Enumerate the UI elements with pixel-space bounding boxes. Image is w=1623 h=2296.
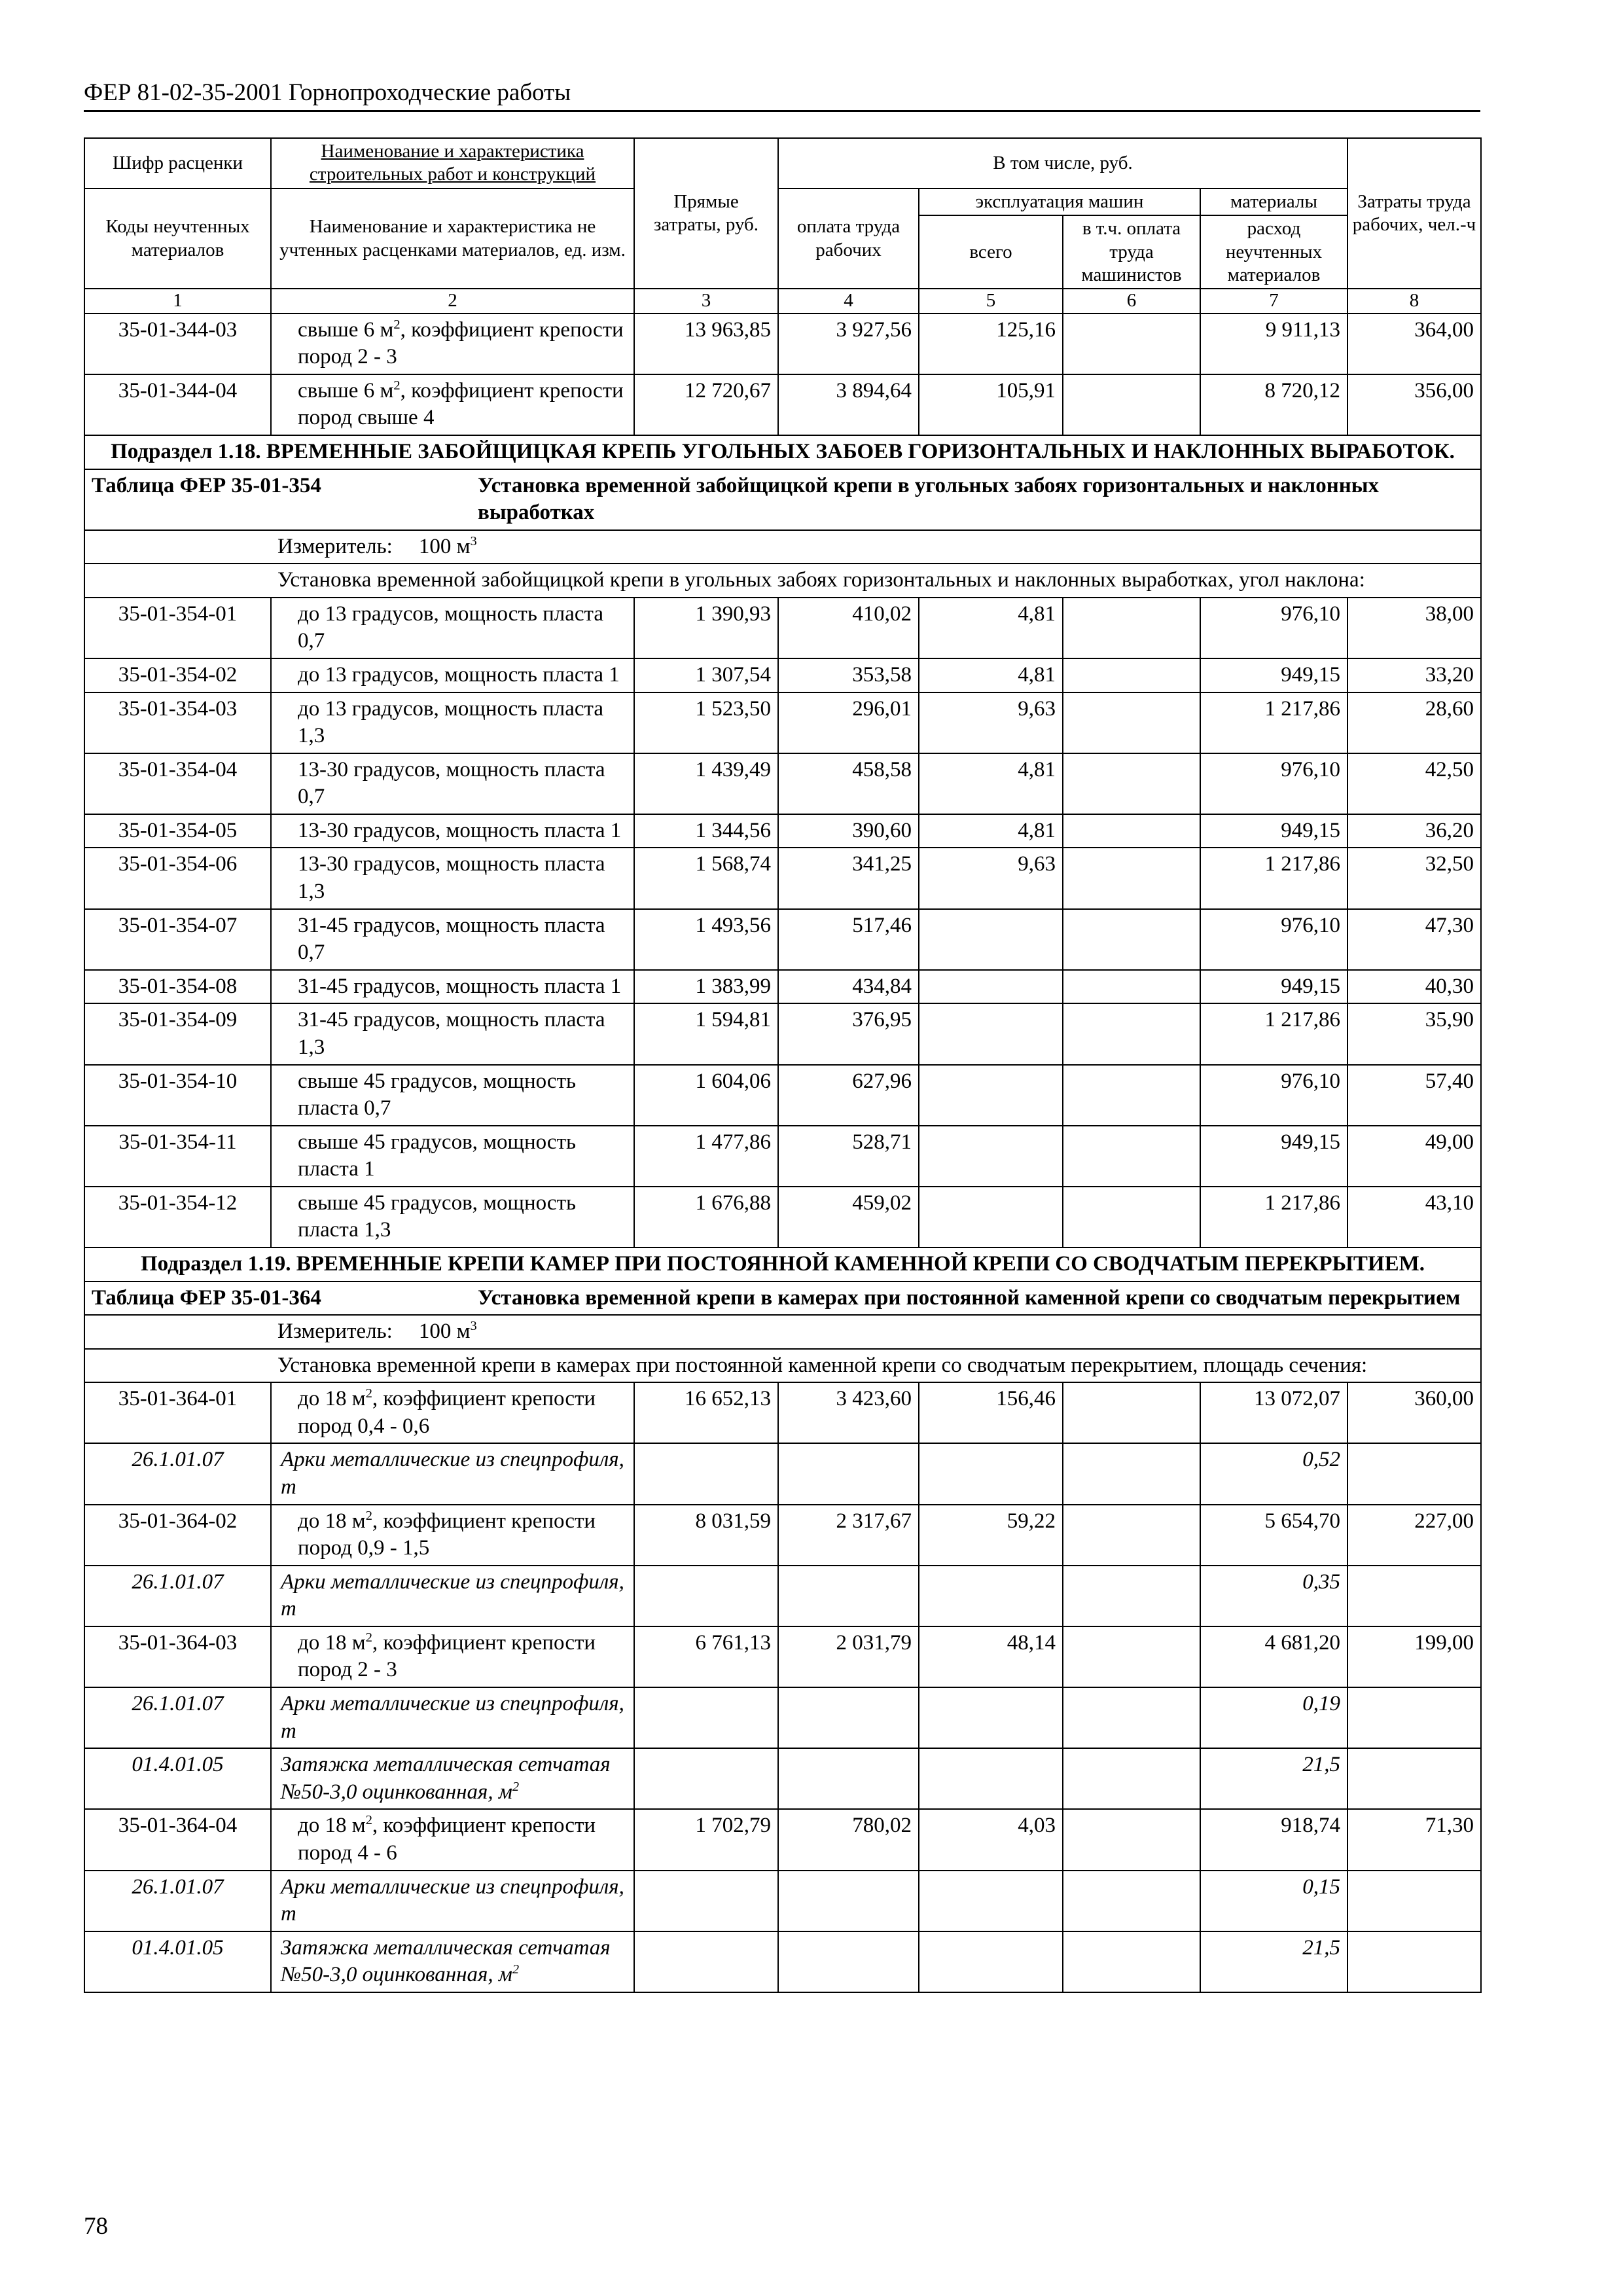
empty-cell [778, 1931, 919, 1992]
rate-labor: 47,30 [1347, 909, 1481, 970]
rate-wage: 341,25 [778, 848, 919, 908]
rate-code: 35-01-354-09 [84, 1003, 271, 1064]
material-code: 26.1.01.07 [84, 1566, 271, 1626]
rate-machines: 9,63 [919, 692, 1063, 753]
rate-code: 35-01-364-03 [84, 1626, 271, 1687]
material-code: 26.1.01.07 [84, 1443, 271, 1504]
rate-machines-wage [1063, 1065, 1200, 1126]
rate-row [84, 909, 1481, 970]
rate-wage: 3 927,56 [778, 314, 919, 374]
rate-materials: 949,15 [1200, 970, 1347, 1004]
rate-direct-cost: 16 652,13 [634, 1382, 778, 1443]
rate-machines-wage [1063, 374, 1200, 435]
rate-name: свыше 45 градусов, мощность пласта 0,7 [271, 1065, 634, 1126]
rate-labor: 364,00 [1347, 314, 1481, 374]
rate-machines-wage [1063, 814, 1200, 848]
table-title-row [84, 1282, 1481, 1316]
rate-name: до 13 градусов, мощность пласта 0,7 [271, 598, 634, 658]
rate-machines: 48,14 [919, 1626, 1063, 1687]
rate-wage: 353,58 [778, 658, 919, 692]
rate-machines [919, 909, 1063, 970]
col-number: 6 [1063, 289, 1200, 313]
rate-name: 31-45 градусов, мощность пласта 0,7 [271, 909, 634, 970]
col-number: 1 [84, 289, 271, 313]
measure-label: Измеритель: [277, 1319, 393, 1344]
rate-machines-wage [1063, 1187, 1200, 1247]
material-code: 01.4.01.05 [84, 1931, 271, 1992]
rate-name: 13-30 градусов, мощность пласта 1 [271, 814, 634, 848]
rate-materials: 1 217,86 [1200, 692, 1347, 753]
rate-name: 13-30 градусов, мощность пласта 0,7 [271, 753, 634, 814]
material-quantity: 21,5 [1200, 1931, 1347, 1992]
rate-labor: 57,40 [1347, 1065, 1481, 1126]
rate-labor: 360,00 [1347, 1382, 1481, 1443]
rate-machines: 4,81 [919, 658, 1063, 692]
rate-machines-wage [1063, 1809, 1200, 1870]
col-machines-wage-header: в т.ч. оплата труда машинистов [1063, 215, 1200, 289]
empty-cell [778, 1871, 919, 1931]
material-row [84, 1566, 1481, 1626]
rate-wage: 390,60 [778, 814, 919, 848]
rate-wage: 410,02 [778, 598, 919, 658]
rate-row [84, 1065, 1481, 1126]
empty-cell [919, 1443, 1063, 1504]
rate-machines [919, 1126, 1063, 1187]
empty-cell [634, 1748, 778, 1809]
rate-materials: 1 217,86 [1200, 1003, 1347, 1064]
subsection-heading: Подраздел 1.19. ВРЕМЕННЫЕ КРЕПИ КАМЕР ПРИ ПОСТОЯННОЙ КАМЕННОЙ КРЕПИ СО СВОДЧАТЫМ ПЕРЕКРЫТИЕМ. [84, 1247, 1481, 1282]
rate-direct-cost: 1 702,79 [634, 1809, 778, 1870]
col-name-header: Наименование и характеристика строительных работ и конструкций [271, 138, 634, 188]
measure-row [84, 1315, 1481, 1349]
rate-materials: 1 217,86 [1200, 1187, 1347, 1247]
rate-direct-cost: 1 676,88 [634, 1187, 778, 1247]
rate-machines-wage [1063, 598, 1200, 658]
rate-machines: 4,81 [919, 598, 1063, 658]
rate-row [84, 1626, 1481, 1687]
running-header: ФЕР 81-02-35-2001 Горнопроходческие работы [84, 79, 571, 106]
empty-cell [1347, 1566, 1481, 1626]
measure-unit [84, 530, 1481, 564]
rate-row [84, 1505, 1481, 1566]
rate-row [84, 814, 1481, 848]
rate-wage: 3 423,60 [778, 1382, 919, 1443]
rate-row [84, 970, 1481, 1004]
rate-labor: 38,00 [1347, 598, 1481, 658]
rate-code: 35-01-354-06 [84, 848, 271, 908]
rate-machines: 59,22 [919, 1505, 1063, 1566]
rate-code: 35-01-354-12 [84, 1187, 271, 1247]
rate-name: 31-45 градусов, мощность пласта 1 [271, 970, 634, 1004]
rate-code: 35-01-354-04 [84, 753, 271, 814]
rate-machines: 105,91 [919, 374, 1063, 435]
rate-materials: 9 911,13 [1200, 314, 1347, 374]
col-including-header: В том числе, руб. [778, 138, 1347, 188]
rate-code: 35-01-354-11 [84, 1126, 271, 1187]
subsection-heading-row [84, 1247, 1481, 1282]
table-header [84, 138, 1481, 314]
rate-machines: 4,81 [919, 814, 1063, 848]
col-code-header: Шифр расценки [84, 138, 271, 188]
table-title [84, 469, 1481, 530]
col-wage-header: оплата труда рабочих [778, 188, 919, 289]
rate-row [84, 658, 1481, 692]
rate-name: до 18 $м^2$, коэффициент крепости пород 0,4 - 0,6 [271, 1382, 634, 1443]
subsection-heading: Подраздел 1.18. ВРЕМЕННЫЕ ЗАБОЙЩИЦКАЯ КРЕПЬ УГОЛЬНЫХ ЗАБОЕВ ГОРИЗОНТАЛЬНЫХ И НАКЛОННЫХ ВЫРАБОТОК. [84, 435, 1481, 469]
empty-cell [778, 1566, 919, 1626]
material-row [84, 1687, 1481, 1748]
material-row [84, 1931, 1481, 1992]
rate-materials: 976,10 [1200, 753, 1347, 814]
rate-labor: 35,90 [1347, 1003, 1481, 1064]
table-subtitle: Установка временной забойщицкой крепи в угольных забоях горизонтальных и наклонных выработках, угол наклона: [84, 564, 1481, 598]
rate-wage: 528,71 [778, 1126, 919, 1187]
rate-direct-cost: 1 594,81 [634, 1003, 778, 1064]
rate-materials: 976,10 [1200, 909, 1347, 970]
material-row [84, 1443, 1481, 1504]
empty-cell [1347, 1871, 1481, 1931]
rate-machines-wage [1063, 848, 1200, 908]
col-number: 8 [1347, 289, 1481, 313]
rate-machines [919, 1003, 1063, 1064]
rate-row [84, 753, 1481, 814]
empty-cell [634, 1931, 778, 1992]
rate-materials: 8 720,12 [1200, 374, 1347, 435]
rate-machines-wage [1063, 909, 1200, 970]
rate-name: свыше 6 $м^2$, коэффициент крепости пород свыше 4 [271, 374, 634, 435]
material-quantity: 0,19 [1200, 1687, 1347, 1748]
col-machines-total-header: всего [919, 215, 1063, 289]
rate-materials: 13 072,07 [1200, 1382, 1347, 1443]
rate-labor: 28,60 [1347, 692, 1481, 753]
rate-machines-wage [1063, 753, 1200, 814]
rate-labor: 227,00 [1347, 1505, 1481, 1566]
rate-labor: 43,10 [1347, 1187, 1481, 1247]
rate-wage: 2 031,79 [778, 1626, 919, 1687]
rate-name: до 18 $м^2$, коэффициент крепости пород 0,9 - 1,5 [271, 1505, 634, 1566]
rate-direct-cost: 13 963,85 [634, 314, 778, 374]
empty-cell [1347, 1687, 1481, 1748]
rate-wage: 459,02 [778, 1187, 919, 1247]
rate-name: свыше 6 $м^2$, коэффициент крепости пород 2 - 3 [271, 314, 634, 374]
empty-cell [1063, 1687, 1200, 1748]
empty-cell [919, 1687, 1063, 1748]
col-number: 3 [634, 289, 778, 313]
rate-materials: 1 217,86 [1200, 848, 1347, 908]
rate-machines: 9,63 [919, 848, 1063, 908]
table-name: Установка временной крепи в камерах при постоянной каменной крепи со сводчатым перекрытием [478, 1285, 1461, 1310]
col-name-alt-header: Наименование и характеристика не учтенных расценками материалов, ед. изм. [271, 188, 634, 289]
rate-direct-cost: 1 307,54 [634, 658, 778, 692]
rate-row [84, 1809, 1481, 1870]
empty-cell [1063, 1871, 1200, 1931]
measure-value: 100 $м^3$ [418, 1319, 477, 1344]
rate-code: 35-01-344-03 [84, 314, 271, 374]
rate-machines-wage [1063, 314, 1200, 374]
table-subtitle-row [84, 564, 1481, 598]
rate-labor: 356,00 [1347, 374, 1481, 435]
rate-machines-wage [1063, 1505, 1200, 1566]
rate-materials: 5 654,70 [1200, 1505, 1347, 1566]
rate-row [84, 1187, 1481, 1247]
col-number: 4 [778, 289, 919, 313]
material-name: Арки металлические из спецпрофиля, т [271, 1687, 634, 1748]
col-number: 5 [919, 289, 1063, 313]
rate-code: 35-01-354-07 [84, 909, 271, 970]
rate-name: до 18 $м^2$, коэффициент крепости пород 2 - 3 [271, 1626, 634, 1687]
empty-cell [919, 1931, 1063, 1992]
rate-machines-wage [1063, 1126, 1200, 1187]
table-subtitle-row [84, 1349, 1481, 1383]
material-quantity: 21,5 [1200, 1748, 1347, 1809]
table-code: Таблица ФЕР 35-01-354 [92, 473, 321, 497]
empty-cell [1063, 1443, 1200, 1504]
rate-labor: 42,50 [1347, 753, 1481, 814]
measure-label: Измеритель: [277, 534, 393, 558]
rate-name: 31-45 градусов, мощность пласта 1,3 [271, 1003, 634, 1064]
rate-labor: 33,20 [1347, 658, 1481, 692]
rate-materials: 976,10 [1200, 1065, 1347, 1126]
rate-materials: 918,74 [1200, 1809, 1347, 1870]
empty-cell [1347, 1748, 1481, 1809]
empty-cell [634, 1871, 778, 1931]
rate-code: 35-01-344-04 [84, 374, 271, 435]
rate-code: 35-01-354-05 [84, 814, 271, 848]
rate-machines: 4,81 [919, 753, 1063, 814]
rate-code: 35-01-354-01 [84, 598, 271, 658]
rate-code: 35-01-354-03 [84, 692, 271, 753]
table-code: Таблица ФЕР 35-01-364 [92, 1285, 321, 1310]
rate-row [84, 1126, 1481, 1187]
rate-code: 35-01-354-02 [84, 658, 271, 692]
rate-code: 35-01-364-04 [84, 1809, 271, 1870]
rate-wage: 3 894,64 [778, 374, 919, 435]
empty-cell [1347, 1931, 1481, 1992]
rate-wage: 376,95 [778, 1003, 919, 1064]
rate-wage: 458,58 [778, 753, 919, 814]
rate-row [84, 1382, 1481, 1443]
rate-name: свыше 45 градусов, мощность пласта 1 [271, 1126, 634, 1187]
rate-wage: 517,46 [778, 909, 919, 970]
rate-direct-cost: 1 477,86 [634, 1126, 778, 1187]
rate-labor: 32,50 [1347, 848, 1481, 908]
rate-code: 35-01-354-08 [84, 970, 271, 1004]
empty-cell [1063, 1566, 1200, 1626]
material-quantity: 0,15 [1200, 1871, 1347, 1931]
rate-row [84, 1003, 1481, 1064]
rate-name: до 13 градусов, мощность пласта 1 [271, 658, 634, 692]
rate-machines [919, 1187, 1063, 1247]
material-name: Арки металлические из спецпрофиля, т [271, 1566, 634, 1626]
subsection-heading-row [84, 435, 1481, 469]
rate-machines: 156,46 [919, 1382, 1063, 1443]
price-table [84, 137, 1482, 1993]
rate-direct-cost: 1 523,50 [634, 692, 778, 753]
rate-row [84, 692, 1481, 753]
empty-cell [1063, 1931, 1200, 1992]
rate-name: 13-30 градусов, мощность пласта 1,3 [271, 848, 634, 908]
col-machines-header: эксплуатация машин [919, 188, 1200, 215]
empty-cell [634, 1687, 778, 1748]
empty-cell [634, 1566, 778, 1626]
rate-code: 35-01-364-02 [84, 1505, 271, 1566]
rate-machines [919, 970, 1063, 1004]
rate-materials: 949,15 [1200, 814, 1347, 848]
empty-cell [778, 1443, 919, 1504]
empty-cell [1063, 1748, 1200, 1809]
material-quantity: 0,35 [1200, 1566, 1347, 1626]
page-number: 78 [84, 2213, 108, 2240]
material-name: Затяжка металлическая сетчатая №50-3,0 оцинкованная, $м^2$ [271, 1748, 634, 1809]
rate-machines-wage [1063, 692, 1200, 753]
rate-name: свыше 45 градусов, мощность пласта 1,3 [271, 1187, 634, 1247]
table-body [84, 314, 1481, 1992]
empty-cell [919, 1566, 1063, 1626]
rate-labor: 49,00 [1347, 1126, 1481, 1187]
rate-direct-cost: 1 493,56 [634, 909, 778, 970]
rate-machines: 4,03 [919, 1809, 1063, 1870]
rate-direct-cost: 8 031,59 [634, 1505, 778, 1566]
rate-materials: 976,10 [1200, 598, 1347, 658]
empty-cell [919, 1748, 1063, 1809]
rate-code: 35-01-364-01 [84, 1382, 271, 1443]
rate-row [84, 848, 1481, 908]
material-name: Затяжка металлическая сетчатая №50-3,0 оцинкованная, $м^2$ [271, 1931, 634, 1992]
rate-name: до 18 $м^2$, коэффициент крепости пород 4 - 6 [271, 1809, 634, 1870]
measure-row [84, 530, 1481, 564]
rate-direct-cost: 6 761,13 [634, 1626, 778, 1687]
material-code: 26.1.01.07 [84, 1687, 271, 1748]
rate-wage: 627,96 [778, 1065, 919, 1126]
rate-direct-cost: 1 390,93 [634, 598, 778, 658]
rate-machines-wage [1063, 658, 1200, 692]
rate-row [84, 374, 1481, 435]
measure-unit [84, 1315, 1481, 1349]
rate-labor: 199,00 [1347, 1626, 1481, 1687]
col-materials-unaccounted-header: расход неучтенных материалов [1200, 215, 1347, 289]
rate-machines-wage [1063, 970, 1200, 1004]
material-code: 26.1.01.07 [84, 1871, 271, 1931]
rate-code: 35-01-354-10 [84, 1065, 271, 1126]
rate-machines-wage [1063, 1626, 1200, 1687]
header-rule [84, 110, 1480, 112]
rate-wage: 296,01 [778, 692, 919, 753]
rate-direct-cost: 1 383,99 [634, 970, 778, 1004]
table-title [84, 1282, 1481, 1316]
rate-wage: 780,02 [778, 1809, 919, 1870]
empty-cell [778, 1748, 919, 1809]
rate-materials: 4 681,20 [1200, 1626, 1347, 1687]
rate-machines-wage [1063, 1382, 1200, 1443]
col-number: 7 [1200, 289, 1347, 313]
material-name: Арки металлические из спецпрофиля, т [271, 1443, 634, 1504]
rate-machines-wage [1063, 1003, 1200, 1064]
rate-machines: 125,16 [919, 314, 1063, 374]
rate-row [84, 314, 1481, 374]
rate-wage: 434,84 [778, 970, 919, 1004]
rate-direct-cost: 1 344,56 [634, 814, 778, 848]
rate-materials: 949,15 [1200, 658, 1347, 692]
rate-labor: 36,20 [1347, 814, 1481, 848]
rate-direct-cost: 12 720,67 [634, 374, 778, 435]
rate-direct-cost: 1 439,49 [634, 753, 778, 814]
measure-value: 100 $м^3$ [418, 533, 477, 558]
col-materials-header: материалы [1200, 188, 1347, 215]
material-name: Арки металлические из спецпрофиля, т [271, 1871, 634, 1931]
material-code: 01.4.01.05 [84, 1748, 271, 1809]
col-labor-header: Затраты труда рабочих, чел.-ч [1347, 138, 1481, 289]
rate-labor: 40,30 [1347, 970, 1481, 1004]
material-row [84, 1748, 1481, 1809]
rate-wage: 2 317,67 [778, 1505, 919, 1566]
material-quantity: 0,52 [1200, 1443, 1347, 1504]
rate-direct-cost: 1 568,74 [634, 848, 778, 908]
col-direct-header: Прямые затраты, руб. [634, 138, 778, 289]
table-subtitle: Установка временной крепи в камерах при постоянной каменной крепи со сводчатым перекрытием, площадь сечения: [84, 1349, 1481, 1383]
empty-cell [1347, 1443, 1481, 1504]
rate-machines [919, 1065, 1063, 1126]
col-number: 2 [271, 289, 634, 313]
rate-labor: 71,30 [1347, 1809, 1481, 1870]
table-name: Установка временной забойщицкой крепи в угольных забоях горизонтальных и наклонных выработках [478, 473, 1379, 525]
empty-cell [778, 1687, 919, 1748]
table-title-row [84, 469, 1481, 530]
rate-row [84, 598, 1481, 658]
rate-name: до 13 градусов, мощность пласта 1,3 [271, 692, 634, 753]
empty-cell [634, 1443, 778, 1504]
material-row [84, 1871, 1481, 1931]
rate-materials: 949,15 [1200, 1126, 1347, 1187]
rate-direct-cost: 1 604,06 [634, 1065, 778, 1126]
empty-cell [919, 1871, 1063, 1931]
col-code-alt-header: Коды неучтенных материалов [84, 188, 271, 289]
